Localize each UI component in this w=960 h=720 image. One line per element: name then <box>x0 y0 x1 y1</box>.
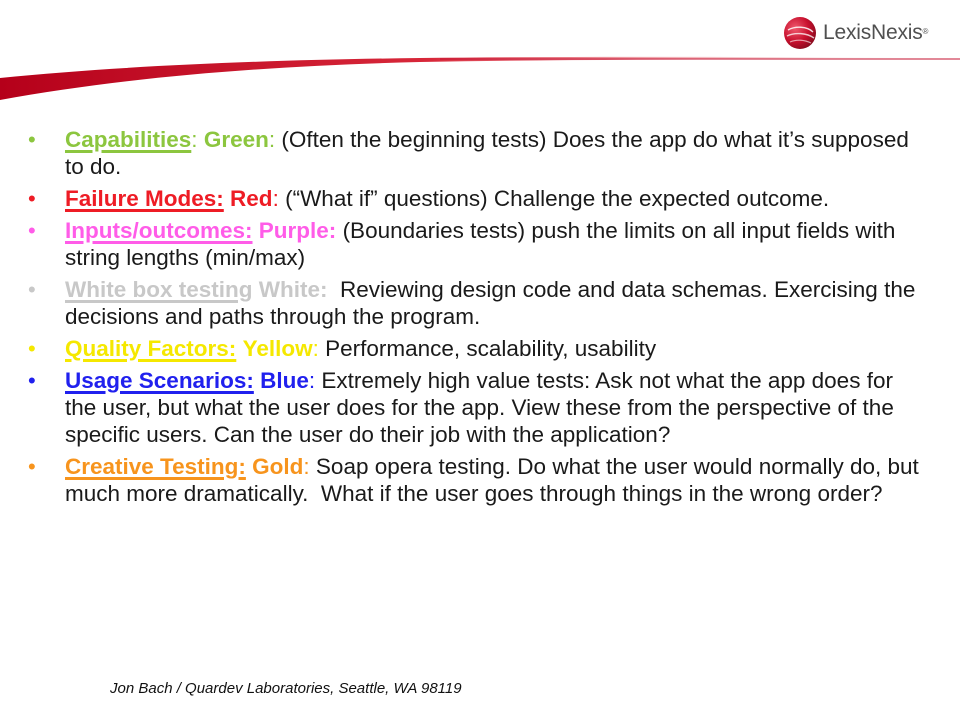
category-key: Failure Modes: <box>65 186 224 211</box>
list-item <box>28 367 928 448</box>
bullet-dot: • <box>28 218 36 243</box>
color-name: Gold <box>252 454 304 479</box>
color-separator: : <box>303 454 316 479</box>
list-item <box>28 185 928 212</box>
category-description: Soap opera testing. Do what the user would normally do, but much more dramatically. What if the user goes through things in the wrong order? <box>65 454 926 506</box>
category-key: Creative Testing: <box>65 454 246 479</box>
color-name: Blue <box>260 368 309 393</box>
list-item <box>28 335 928 362</box>
bullet-dot: • <box>28 336 36 361</box>
list-item <box>28 217 928 271</box>
color-separator: : <box>308 368 322 393</box>
category-list <box>28 126 928 512</box>
category-key: Capabilities <box>65 127 192 152</box>
color-name: Purple: <box>258 218 337 243</box>
category-key: Usage Scenarios: <box>65 368 254 393</box>
category-key: Quality Factors: <box>65 336 237 361</box>
category-description: (Boundaries tests) push the limits on all input fields with string lengths (min/max) <box>65 218 902 270</box>
color-name: Green <box>203 127 269 152</box>
footer-credit: Jon Bach / Quardev Laboratories, Seattle, WA 98119 <box>110 680 462 697</box>
bullet-dot: • <box>28 277 36 302</box>
list-item <box>28 276 928 330</box>
category-description: Performance, scalability, usability <box>325 336 657 361</box>
color-name: White: <box>258 277 328 302</box>
color-separator: : <box>272 186 286 211</box>
color-separator: : <box>312 336 326 361</box>
color-name: Red <box>230 186 273 211</box>
key-separator: : <box>191 127 204 152</box>
color-separator <box>328 277 341 302</box>
color-name: Yellow <box>242 336 313 361</box>
color-separator: : <box>268 127 282 152</box>
bullet-dot: • <box>28 127 36 152</box>
category-key: Inputs/outcomes: <box>65 218 253 243</box>
bullet-dot: • <box>28 368 36 393</box>
list-item <box>28 453 928 507</box>
lexisnexis-logo <box>783 14 953 52</box>
logo-text: LexisNexis® <box>823 21 929 44</box>
category-key: White box testing <box>65 277 253 302</box>
category-description: Extremely high value tests: Ask not what the app does for the user, but what the user does for the app. View these from the perspective of the specific users. Can the user do their job with the application? <box>65 368 901 447</box>
bullet-dot: • <box>28 454 36 479</box>
category-description: (Often the beginning tests) Does the app do what it’s supposed to do. <box>65 127 916 179</box>
bullet-dot: • <box>28 186 36 211</box>
category-description: (“What if” questions) Challenge the expected outcome. <box>285 186 830 211</box>
lexisnexis-globe-icon <box>783 16 817 50</box>
list-item <box>28 126 928 180</box>
category-description: Reviewing design code and data schemas. Exercising the decisions and paths through the program. <box>65 277 922 329</box>
